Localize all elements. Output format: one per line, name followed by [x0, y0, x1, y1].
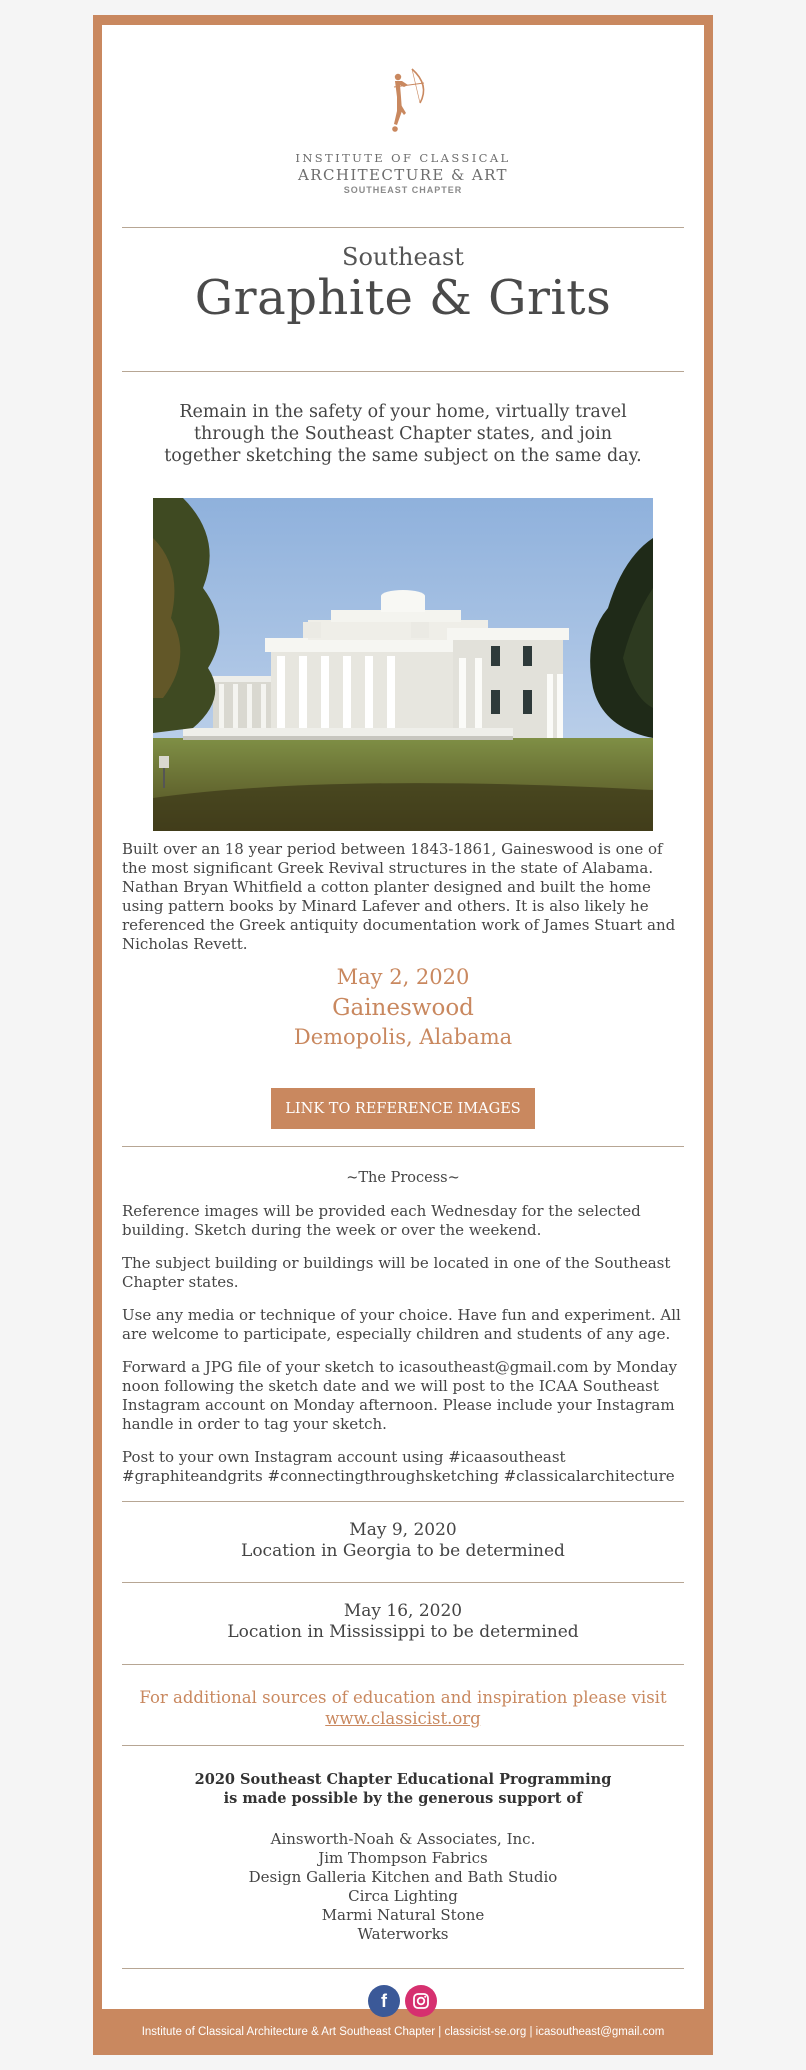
classicist-link[interactable]: www.classicist.org: [325, 1709, 481, 1728]
email-frame: [93, 15, 713, 2055]
instagram-glyph-icon: [412, 1992, 430, 2010]
sponsor-item: Ainsworth-Noah & Associates, Inc.: [270, 1830, 536, 1848]
sponsor-item: Circa Lighting: [348, 1887, 458, 1905]
process-heading: ~The Process~: [346, 1170, 460, 1186]
upcoming-date: May 9, 2020: [349, 1520, 457, 1540]
divider: [122, 1745, 684, 1746]
sponsor-heading: [102, 1770, 704, 1808]
process-step: Use any media or technique of your choice. Have fun and experiment. All are welcome to participate, especially children and students of any age.: [122, 1306, 681, 1343]
process-step: Reference images will be provided each Wednesday for the selected building. Sketch during the week or over the weekend.: [122, 1202, 641, 1239]
upcoming-location: Location in Georgia to be determined: [241, 1541, 565, 1561]
divider: [122, 1582, 684, 1583]
divider: [122, 1146, 684, 1147]
gaineswood-photo: [153, 498, 653, 831]
building-description: Built over an 18 year period between 1843-1861, Gaineswood is one of the most significant Greek Revival structures in the state of Alabama. Nathan Bryan Whitfield a cotton planter designed and built the home using pattern books by Minard Lafever and others. It is also likely he referenced the Greek antiquity documentation work of James Stuart and Nicholas Revett.: [122, 840, 676, 953]
logo-text-line2: ARCHITECTURE & ART: [298, 166, 508, 184]
archer-logo-icon: [364, 63, 442, 141]
sponsor-item: Waterworks: [357, 1925, 449, 1943]
event-building: Gaineswood: [332, 995, 474, 1021]
visit-message: For additional sources of education and inspiration please visit: [139, 1688, 667, 1707]
upcoming-location: Location in Mississippi to be determined: [227, 1622, 579, 1642]
event-date: May 2, 2020: [336, 965, 470, 989]
sponsor-list: [102, 1830, 704, 1944]
page-title: Graphite & Grits: [194, 270, 612, 326]
footer-contact: Institute of Classical Architecture & Art Southeast Chapter | classicist-se.org | icasoutheast@gmail.com: [141, 2026, 665, 2038]
process-step: Post to your own Instagram account using #icaasoutheast #graphiteandgrits #connectingthroughsketching #classicalarchitecture: [122, 1448, 675, 1485]
facebook-glyph: f: [381, 1990, 387, 2011]
page-subtitle: Southeast: [342, 243, 464, 271]
logo-text-line3: SOUTHEAST CHAPTER: [343, 185, 463, 195]
process-step: Forward a JPG file of your sketch to icasoutheast@gmail.com by Monday noon following the sketch date and we will post to the ICAA Southeast Instagram account on Monday afternoon. Please include your Instagram handle in order to tag your sketch.: [122, 1358, 678, 1433]
divider: [122, 1968, 684, 1969]
process-step: The subject building or buildings will be located in one of the Southeast Chapter states.: [122, 1254, 671, 1291]
email-body: [102, 25, 704, 2009]
divider: [122, 227, 684, 228]
logo-text-line1: INSTITUTE OF CLASSICAL: [295, 151, 511, 165]
visit-text: [102, 1687, 704, 1729]
divider: [122, 1501, 684, 1502]
sponsor-heading-line2: is made possible by the generous support of: [223, 1790, 583, 1807]
sponsor-item: Marmi Natural Stone: [321, 1906, 485, 1924]
upcoming-date: May 16, 2020: [343, 1601, 463, 1621]
sponsor-heading-line1: 2020 Southeast Chapter Educational Programming: [194, 1771, 612, 1788]
reference-images-button[interactable]: LINK TO REFERENCE IMAGES: [271, 1088, 535, 1129]
divider: [122, 1664, 684, 1665]
sponsor-item: Jim Thompson Fabrics: [318, 1849, 488, 1867]
sponsor-item: Design Galleria Kitchen and Bath Studio: [248, 1868, 558, 1886]
event-city: Demopolis, Alabama: [293, 1025, 513, 1049]
divider: [122, 371, 684, 372]
intro-text: Remain in the safety of your home, virtually travel through the Southeast Chapter states, and join together sketching the same subject on the same day.: [164, 402, 642, 466]
